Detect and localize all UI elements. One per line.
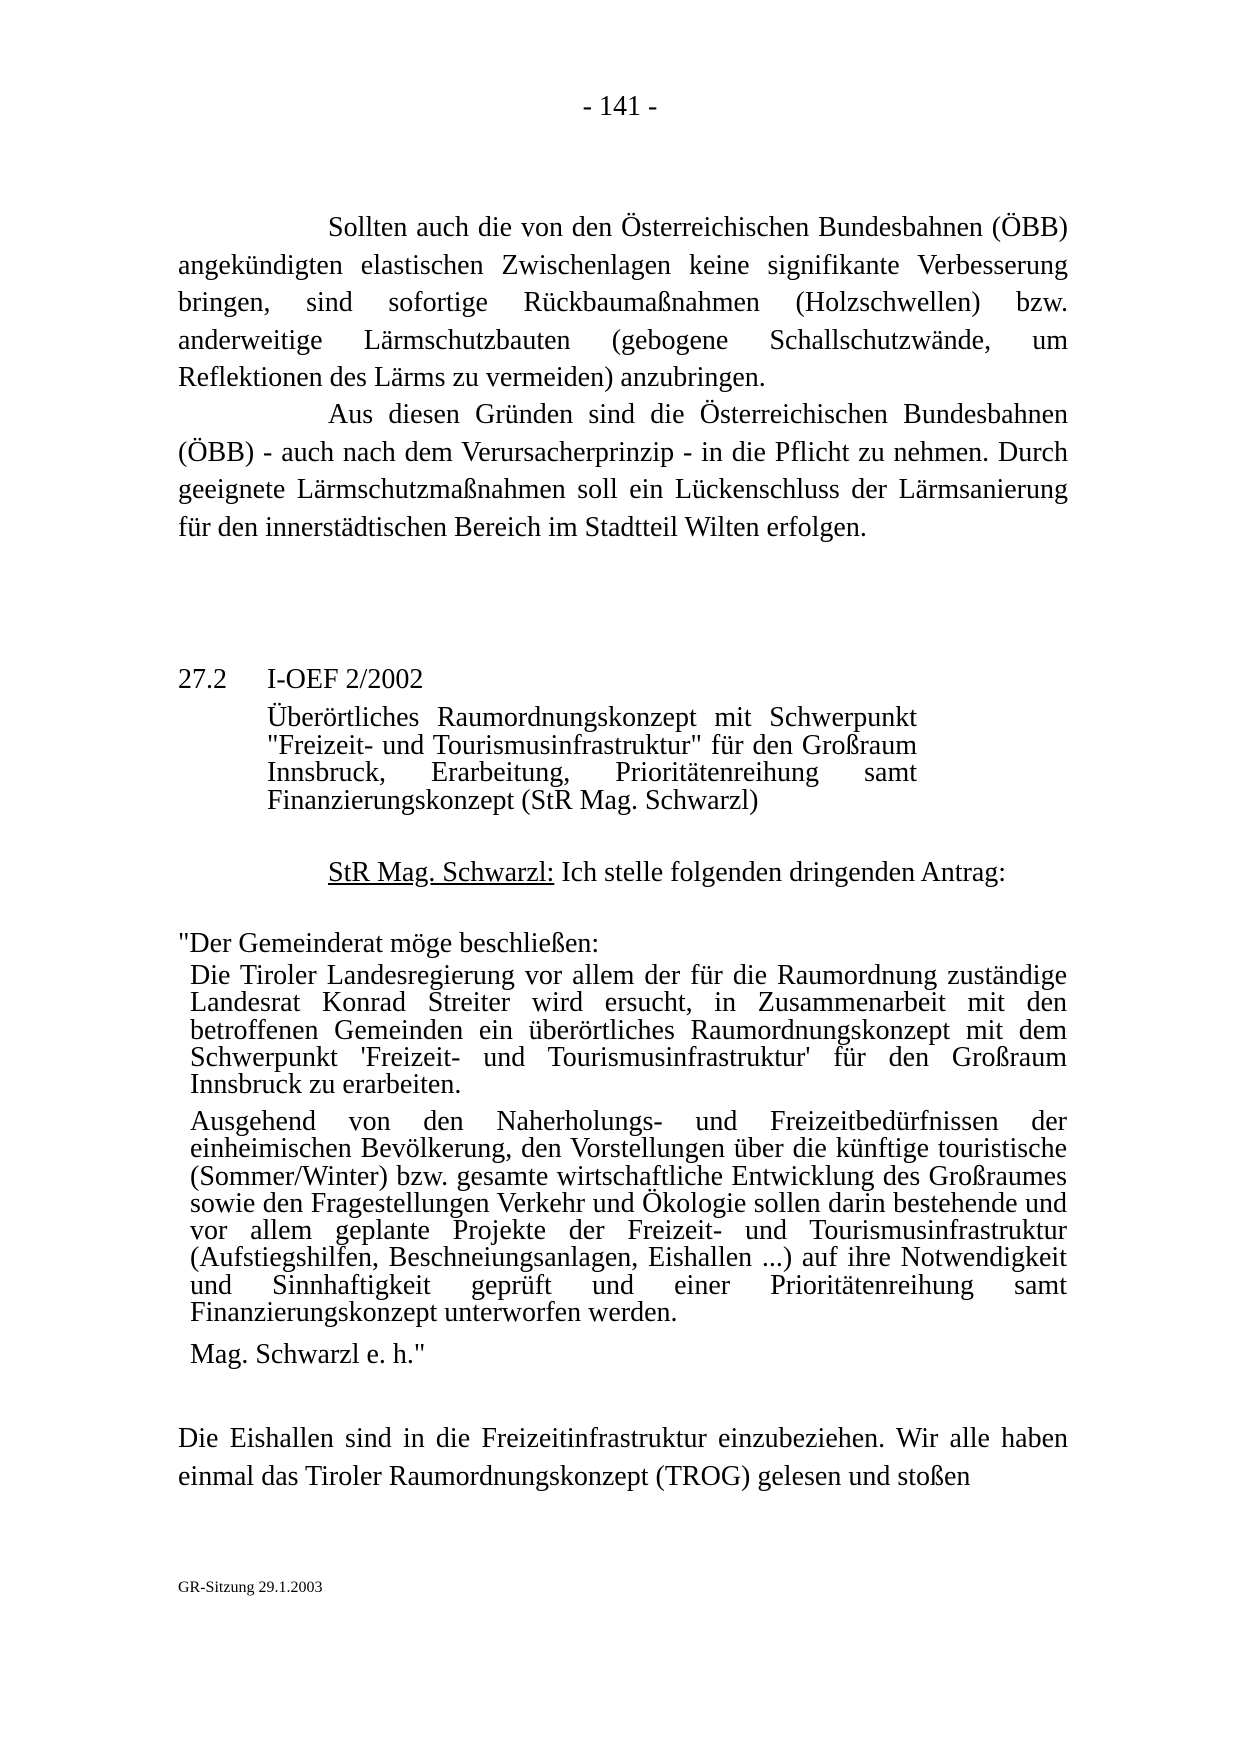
speaker-name: StR Mag. Schwarzl: (328, 857, 555, 888)
motion-paragraph-1: Die Tiroler Landesregierung vor allem der für die Raumordnung zuständige Landesrat Konrad Streiter wird ersucht, in Zusammenarbeit mit den betroffenen Gemeinden ein überörtliches Raumordnungskonzept mit dem Schwerpunkt 'Freizeit- und Tourismusinfrastruktur' für den Großraum Innsbruck zu erarbeiten. (190, 960, 1067, 1101)
agenda-item-number: 27.2 (178, 664, 227, 695)
intro-paragraph-1 (178, 209, 1068, 397)
footer-session-date: GR-Sitzung 29.1.2003 (178, 1579, 323, 1596)
agenda-item-code: I-OEF 2/2002 (267, 664, 424, 695)
motion-signature: Mag. Schwarzl e. h." (190, 1339, 426, 1370)
motion-paragraph-2: Ausgehend von den Naherholungs- und Freizeitbedürfnissen der einheimischen Bevölkerung, den Vorstellungen über die künftige touristische (Sommer/Winter) bzw. gesamte wirtschaftliche Entwicklung des Großraumes sowie den Fragestellungen Verkehr und Ökologie sollen darin bestehende und vor allem geplante Projekte der Freizeit- und Tourismusinfrastruktur (Aufstiegshilfen, Beschneiungsanlagen, Eishallen ...) auf ihre Notwendigkeit und Sinnhaftigkeit geprüft und einer Prioritätenreihung samt Finanzierungskonzept unterworfen werden. (190, 1106, 1067, 1329)
motion-intro: "Der Gemeinderat möge beschließen: (178, 928, 600, 959)
intro-paragraph-1-text: Sollten auch die von den Österreichischen Bundesbahnen (ÖBB) angekündigten elastischen Zwischenlagen keine signifikante Verbesserung bringen, sind sofortige Rückbaumaßnahmen (Holzschwellen) bzw. anderweitige Lärmschutzbauten (gebogene Schallschutzwände, um Reflektionen des Lärms zu vermeiden) anzubringen. (178, 212, 1068, 393)
agenda-item-title: Überörtliches Raumordnungskonzept mit Schwerpunkt "Freizeit- und Tourismusinfrastruktur" für den Großraum Innsbruck, Erarbeitung, Prioritätenreihung samt Finanzierungskonzept (StR Mag. Schwarzl) (267, 702, 917, 816)
speaker-text: Ich stelle folgenden dringenden Antrag: (554, 857, 1007, 888)
speaker-statement (328, 855, 1006, 891)
intro-paragraph-2 (178, 396, 1068, 546)
page-number: - 141 - (582, 91, 658, 122)
intro-paragraph-2-text: Aus diesen Gründen sind die Österreichischen Bundesbahnen (ÖBB) - auch nach dem Verursacherprinzip - in die Pflicht zu nehmen. Durch geeignete Lärmschutzmaßnahmen soll ein Lückenschluss der Lärmsanierung für den innerstädtischen Bereich im Stadtteil Wilten erfolgen. (178, 399, 1068, 543)
closing-paragraph: Die Eishallen sind in die Freizeitinfrastruktur einzubeziehen. Wir alle haben einmal das Tiroler Raumordnungskonzept (TROG) gelesen und stoßen (178, 1423, 1068, 1492)
